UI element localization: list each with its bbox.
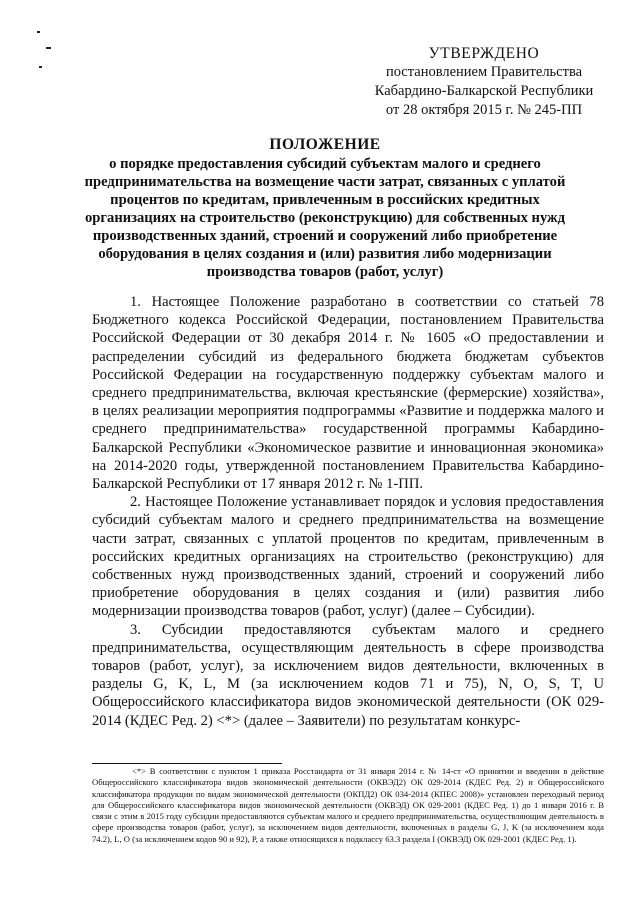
paragraph-3: 3. Субсидии предоставляются субъектам малого и среднего предпринимательства, осуществляющим деятельность в сфере производства товаров (работ, услуг), за исключением видов деятельности, включенных в разделы G, K, L, M (за исключением кодов 71 и 75), N, O, S, T, U Общероссийского классификатора видов экономической деятельности (ОК 029-2014 (КДЕС Ред. 2) <*> (далее – Заявители) по результатам конкурс- <box>92 621 604 729</box>
approval-stamp-block <box>368 44 600 120</box>
scan-speck <box>46 47 51 49</box>
document-title <box>80 136 570 281</box>
paragraph-1: 1. Настоящее Положение разработано в соответствии со статьей 78 Бюджетного кодекса Российской Федерации, постановлением Правительства Российской Федерации от 30 декабря 2014 г. № 1605 «О предоставлении и распределении субсидий из федерального бюджета бюджетам субъектов Российской Федерации на государственную поддержку субъектам малого и среднего предпринимательства, включая крестьянские (фермерские) хозяйства», в целях реализации мероприятия подпрограммы «Развитие и поддержка малого и среднего предпринимательства» государственной программы Кабардино-Балкарской Республики «Экономическое развитие и инновационная экономика» на 2014-2020 годы, утвержденной постановлением Правительства Кабардино-Балкарской Республики от 17 января 2012 г. № 1-ПП. <box>92 294 604 493</box>
title-heading: ПОЛОЖЕНИЕ <box>269 136 381 153</box>
approval-heading: УТВЕРЖДЕНО <box>428 45 540 62</box>
approval-date: от 28 октября 2015 г. № 245-ПП <box>385 102 583 118</box>
document-body <box>92 293 604 730</box>
footnote <box>92 766 604 845</box>
footnote-divider <box>92 763 282 764</box>
approval-line: Кабардино-Балкарской Республики <box>374 83 594 99</box>
scan-speck <box>37 31 40 33</box>
footnote-text: <*> В соответствии с пунктом 1 приказа Росстандарта от 31 января 2014 г. № 14-ст «О принятии и введении в действие Общероссийского классификатора видов экономической деятельности (ОКВЭД2) ОК 029-2014 (КДЕС Ред. 2) и Общероссийского классификатора продукции по видам экономической деятельности (ОКПД2) ОК 034-2014 (КПЕС 2008)» установлен переходный период для Общероссийского классификатора видов экономической деятельности (ОКВЭД) ОК 029-2001 (КДЕС Ред. 1) до 1 января 2016 г. В связи с этим в 2015 году субсидии предоставляются субъектам малого и среднего предпринимательства, осуществляющим деятельность в сфере производства товаров (работ, услуг), за исключением видов деятельности, включенных в разделы G, J, K (за исключением кода 74.2), L, O (за исключением кодов 90 и 92), P, а также относящихся к подклассу 63.3 раздела I (ОКВЭД) ОК 029-2001 (КДЕС Ред. 1). <box>92 766 604 844</box>
paragraph-2: 2. Настоящее Положение устанавливает порядок и условия предоставления субсидий субъектам малого и среднего предпринимательства на возмещение части затрат, связанных с уплатой процентов по кредитам, привлеченным в российских кредитных организациях на строительство (реконструкцию) для собственных нужд производственных зданий, строений и сооружений либо приобретение оборудования в целях создания и (или) развития либо модернизации производства товаров (работ, услуг) (далее – Субсидии). <box>92 494 604 620</box>
approval-line: постановлением Правительства <box>385 64 583 80</box>
scan-speck <box>39 66 42 68</box>
title-subtitle: о порядке предоставления субсидий субъектам малого и среднего предпринимательства на возмещение части затрат, связанных с уплатой процентов по кредитам, привлеченным в российских кредитных организациях на строительство (реконструкцию) для собственных нужд производственных зданий, строений и сооружений либо приобретение оборудования в целях создания и (или) развития либо модернизации производства товаров (работ, услуг) <box>84 156 566 280</box>
